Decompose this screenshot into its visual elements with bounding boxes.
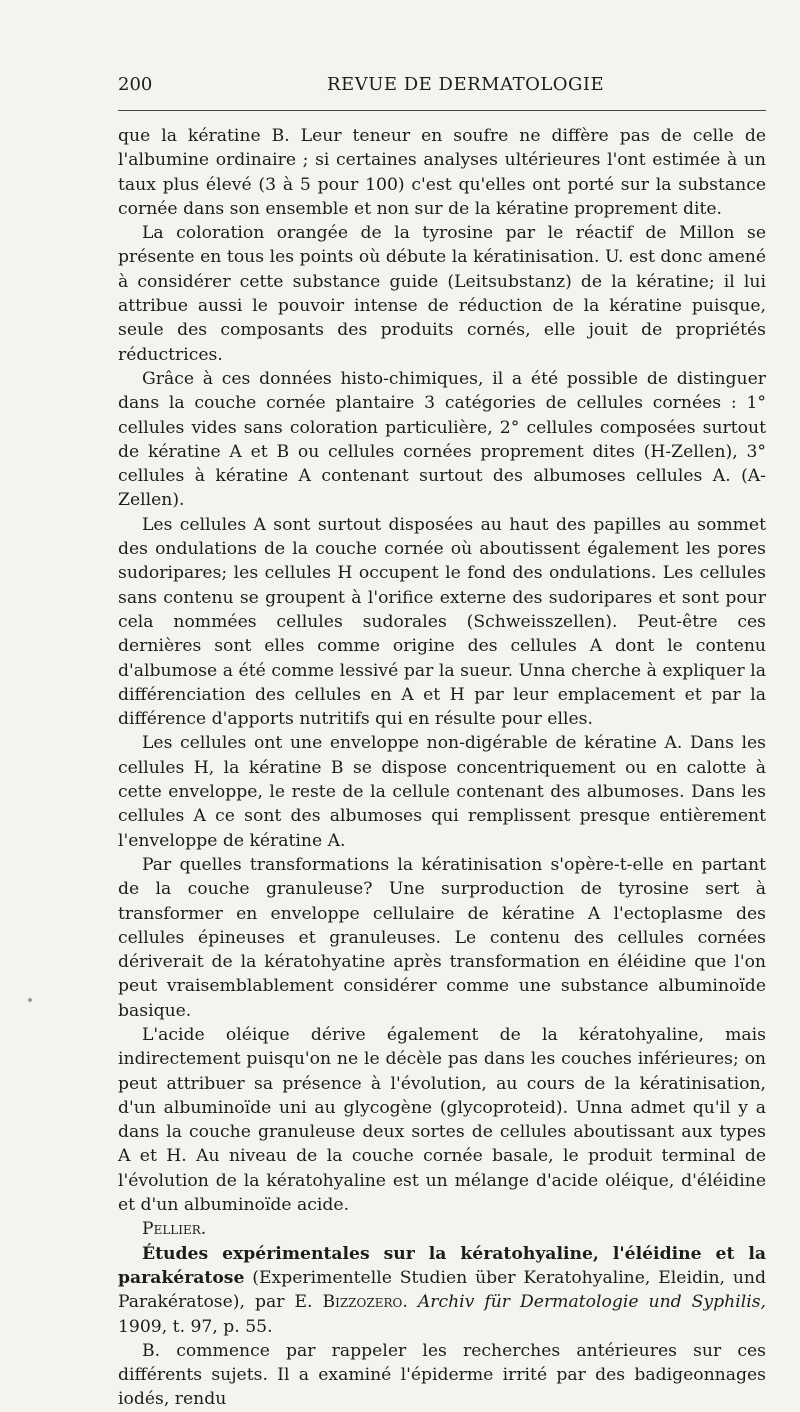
article-author: Bizzozero — [322, 1292, 403, 1313]
article-body — [118, 124, 766, 1412]
paragraph: que la kératine B. Leur teneur en soufre ne diffère pas de celle de l'albumine ordinaire ; si certaines analyses ultérieures l'ont estimée à un taux plus élevé (3 à 5 pour 100) c'est qu'elles ont porté sur la substance cornée dans son ensemble et non sur de la kératine proprement dite. — [118, 126, 766, 219]
article-heading — [118, 1242, 766, 1339]
article-subtitle: (Experimentelle Studien über Keratohyaline, Eleidin, und Parakératose), par E. — [118, 1267, 766, 1313]
paragraph: Les cellules ont une enveloppe non-digérable de kératine A. Dans les cellules H, la kératine B se dispose concentriquement ou en calotte à cette enveloppe, le reste de la cellule contenant des albumoses. Dans les cellules A ce sont des albumoses qui remplissent presque entièrement l'enveloppe de kératine A. — [118, 733, 766, 851]
paper-speck — [28, 998, 32, 1002]
paragraph: Les cellules A sont surtout disposées au haut des papilles au sommet des ondulations de la couche cornée où aboutissent également les pores sudoripares; les cellules H occupent le fond des ondulations. Les cellules sans contenu se groupent à l'orifice externe des sudoripares et sont pour cela nommées cellules sudorales (Schweisszellen). Peut-être ces dernières sont elles comme origine des cellules A dont le contenu d'albumose a été comme lessivé par la sueur. Unna cherche à expliquer la différenciation des cellules en A et H par leur emplacement et par la différence d'apports nutritifs qui en résulte pour elles. — [118, 514, 766, 730]
paragraph: Grâce à ces données histo-chimiques, il a été possible de distinguer dans la couche cornée plantaire 3 catégories de cellules cornées : 1° cellules vides sans coloration particulière, 2° cellules composées surtout de kératine A et B ou cellules cornées proprement dites (H-Zellen), 3° cellules à kératine A contenant surtout des albumoses cellules A. (A-Zellen). — [118, 368, 766, 511]
citation-details: 1909, t. 97, p. 55. — [118, 1316, 273, 1337]
article-title: Études expérimentales sur la kératohyaline, l'éléidine et la parakératose — [118, 1243, 766, 1288]
page-header — [118, 70, 766, 100]
paragraph: B. commence par rappeler les recherches antérieures sur ces différents sujets. Il a examiné l'épiderme irrité par des badigeonnages iodés, rendu — [118, 1340, 766, 1410]
running-title: REVUE DE DERMATOLOGIE — [327, 74, 605, 95]
header-rule — [118, 110, 766, 111]
paragraph: L'acide oléique dérive également de la kératohyaline, mais indirectement puisqu'on ne le décèle pas dans les couches inférieures; on peut attribuer sa présence à l'évolution, au cours de la kératinisation, d'un albuminoïde uni au glycogène (glycoproteid). Unna admet qu'il y a dans la couche granuleuse deux sortes de cellules aboutissant aux types A et H. Au niveau de la couche cornée basale, le produit terminal de l'évolution de la kératohyaline est un mélange d'acide oléique, d'éléidine et d'un albuminoïde acide. — [118, 1024, 766, 1216]
page-number: 200 — [118, 74, 153, 95]
paragraph: Par quelles transformations la kératinisation s'opère-t-elle en partant de la couche granuleuse? Une surproduction de tyrosine sert à transformer en enveloppe cellulaire de kératine A l'ectoplasme des cellules épineuses et granuleuses. Le contenu des cellules cornées dériverait de la kératohyatine après transformation en éléidine que l'on peut vraisemblablement considérer comme une substance albuminoïde basique. — [118, 854, 766, 1021]
citation-separator: . — [402, 1292, 418, 1313]
signature: Pellier. — [142, 1219, 207, 1240]
paragraph: La coloration orangée de la tyrosine par le réactif de Millon se présente en tous les points où débute la kératinisation. U. est donc amené à considérer cette substance guide (Leitsubstanz) de la kératine; il lui attribue aussi le pouvoir intense de réduction de la kératine puisque, seule des composants des produits cornés, elle jouit de propriétés réductrices. — [118, 223, 766, 365]
journal-name: Archiv für Dermatologie und Syphilis, — [417, 1292, 766, 1313]
